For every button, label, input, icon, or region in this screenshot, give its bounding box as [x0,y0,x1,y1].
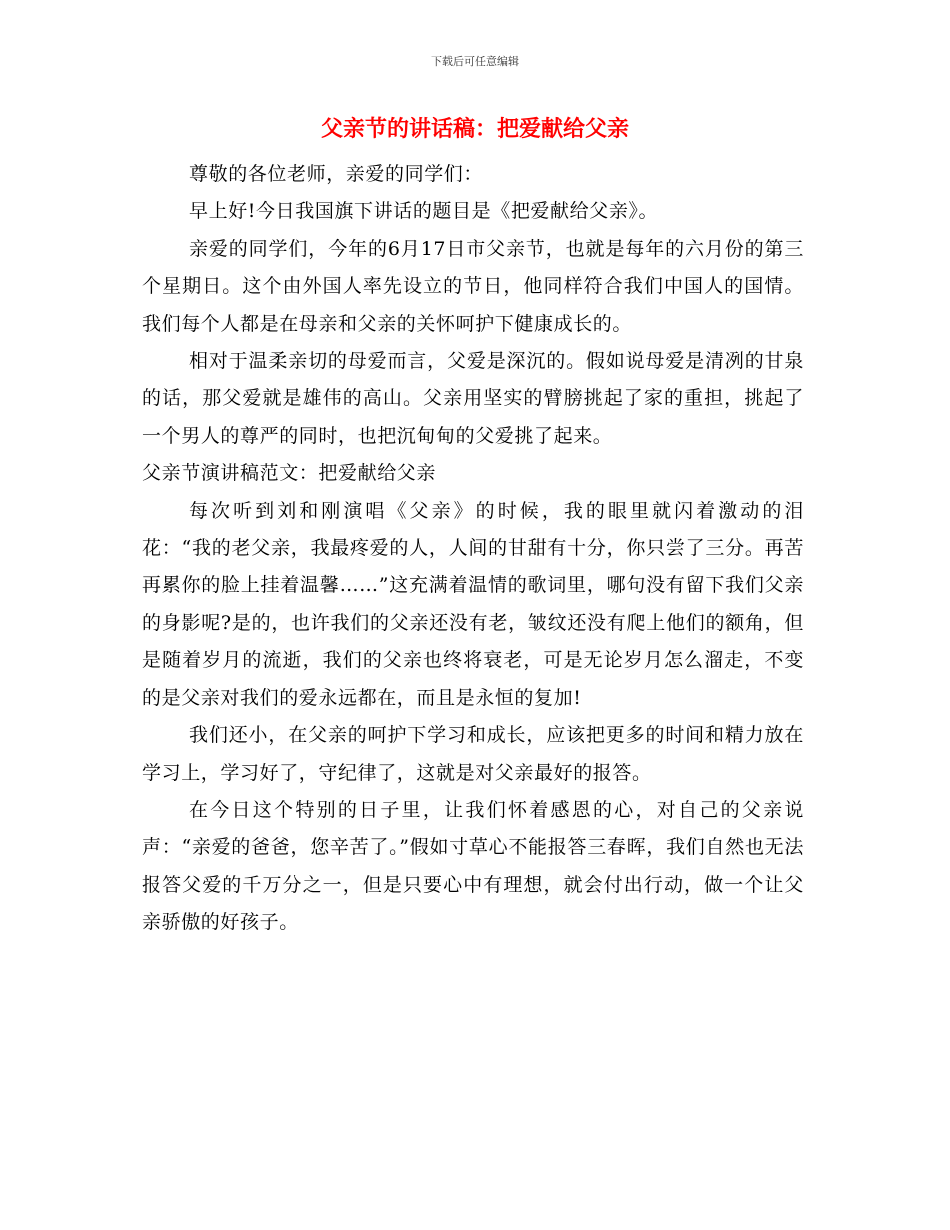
document-body [142,156,804,942]
paragraph-song: 每次听到刘和刚演唱《父亲》的时候，我的眼里就闪着激动的泪花：“我的老父亲，我最疼爱的人，人间的甘甜有十分，你只尝了三分。再苦再累你的脸上挂着温馨……”这充满着温情的歌词里，哪句没有留下我们父亲的身影呢?是的，也许我们的父亲还没有老，皱纹还没有爬上他们的额角，但是随着岁月的流逝，我们的父亲也终将衰老，可是无论岁月怎么溜走，不变的是父亲对我们的爱永远都在，而且是永恒的复加! [142,499,804,709]
header-note: 下载后可任意编辑 [431,55,519,68]
paragraph-opening: 早上好!今日我国旗下讲话的题目是《把爱献给父亲》。 [189,200,659,223]
paragraph-closing: 在今日这个特别的日子里，让我们怀着感恩的心，对自己的父亲说声：“亲爱的爸爸，您辛苦了。”假如寸草心不能报答三春晖，我们自然也无法报答父爱的千万分之一，但是只要心中有理想，就会付出行动，做一个让父亲骄傲的好孩子。 [142,798,804,934]
document-title: 父亲节的讲话稿：把爱献给父亲 [320,117,629,142]
paragraph-fatherly-love: 相对于温柔亲切的母爱而言，父爱是深沉的。假如说母爱是清冽的甘泉的话，那父爱就是雄伟的高山。父亲用坚实的臂膀挑起了家的重担，挑起了一个男人的尊严的同时，也把沉甸甸的父爱挑了起来。 [142,350,804,447]
paragraph-fathers-day-date: 亲爱的同学们，今年的6月17日市父亲节，也就是每年的六月份的第三个星期日。这个由外国人率先设立的节日，他同样符合我们中国人的国情。我们每个人都是在母亲和父亲的关怀呵护下健康成长的。 [142,237,804,335]
paragraph-subheading: 父亲节演讲稿范文：把爱献给父亲 [142,462,437,485]
paragraph-study: 我们还小，在父亲的呵护下学习和成长，应该把更多的时间和精力放在学习上，学习好了，守纪律了，这就是对父亲最好的报答。 [142,724,804,784]
paragraph-greeting: 尊敬的各位老师，亲爱的同学们： [189,163,484,185]
